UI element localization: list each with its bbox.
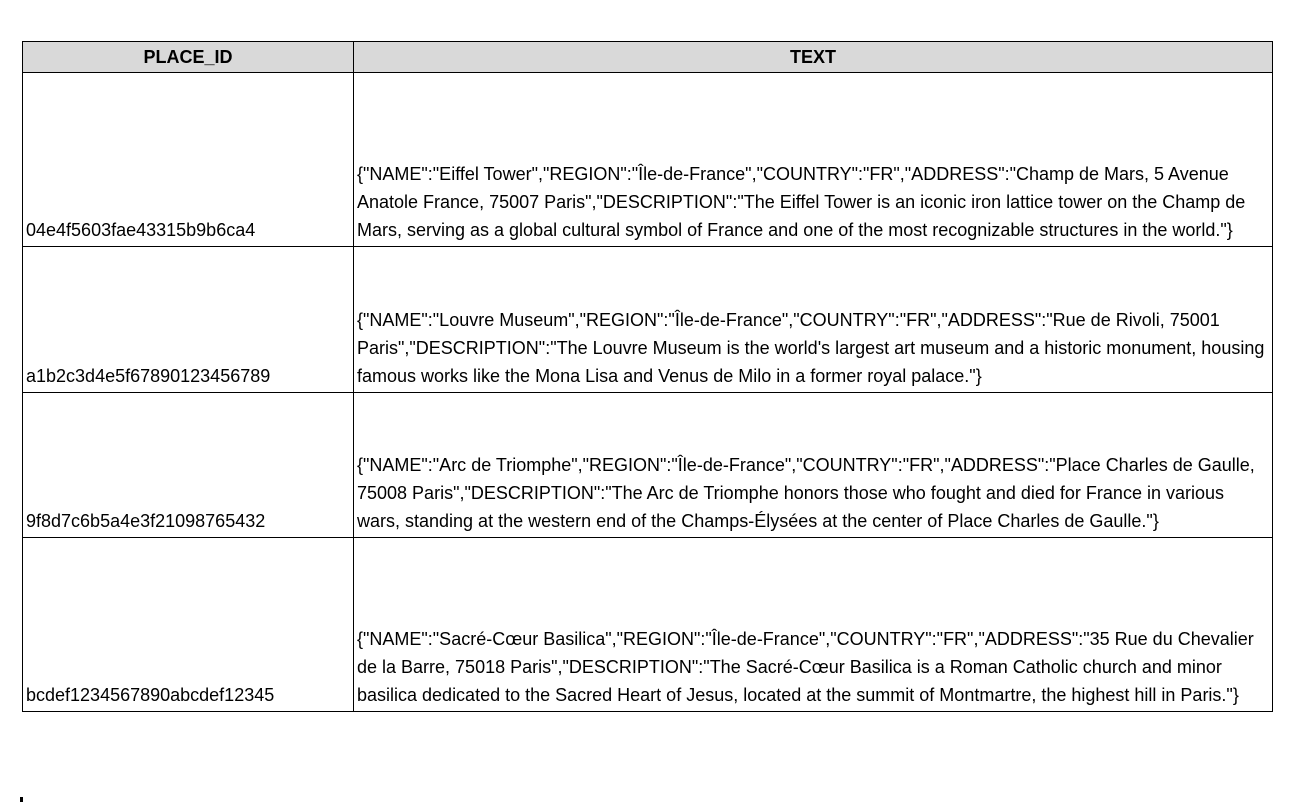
table-row [23,247,1273,393]
table-row [23,73,1273,247]
place-id-cell[interactable]: bcdef1234567890abcdef12345 [23,538,354,712]
text-cell[interactable]: {"NAME":"Eiffel Tower","REGION":"Île-de-France","COUNTRY":"FR","ADDRESS":"Champ de Mars, 5 Avenue Anatole France, 75007 Paris","DESCRIPTION":"The Eiffel Tower is an iconic iron lattice tower on the Champ de Mars, serving as a global cultural symbol of France and one of the most recognizable structures in the world."} [354,73,1273,247]
text-cell[interactable]: {"NAME":"Sacré-Cœur Basilica","REGION":"Île-de-France","COUNTRY":"FR","ADDRESS":"35 Rue du Chevalier de la Barre, 75018 Paris","DESCRIPTION":"The Sacré-Cœur Basilica is a Roman Catholic church and minor basilica dedicated to the Sacred Heart of Jesus, located at the summit of Montmartre, the highest hill in Paris."} [354,538,1273,712]
places-table [22,41,1273,712]
table-row [23,538,1273,712]
place-id-cell[interactable]: a1b2c3d4e5f67890123456789 [23,247,354,393]
header-row [23,42,1273,73]
spreadsheet-grid [22,41,1272,712]
column-header-place-id[interactable]: PLACE_ID [23,42,354,73]
column-header-text[interactable]: TEXT [354,42,1273,73]
text-cell[interactable]: {"NAME":"Arc de Triomphe","REGION":"Île-de-France","COUNTRY":"FR","ADDRESS":"Place Charles de Gaulle, 75008 Paris","DESCRIPTION":"The Arc de Triomphe honors those who fought and died for France in various wars, standing at the western end of the Champs-Élysées at the center of Place Charles de Gaulle."} [354,393,1273,538]
table-row [23,393,1273,538]
cell-cursor-mark [20,797,23,802]
place-id-cell[interactable]: 04e4f5603fae43315b9b6ca4 [23,73,354,247]
text-cell[interactable]: {"NAME":"Louvre Museum","REGION":"Île-de-France","COUNTRY":"FR","ADDRESS":"Rue de Rivoli, 75001 Paris","DESCRIPTION":"The Louvre Museum is the world's largest art museum and a historic monument, housing famous works like the Mona Lisa and Venus de Milo in a former royal palace."} [354,247,1273,393]
place-id-cell[interactable]: 9f8d7c6b5a4e3f21098765432 [23,393,354,538]
